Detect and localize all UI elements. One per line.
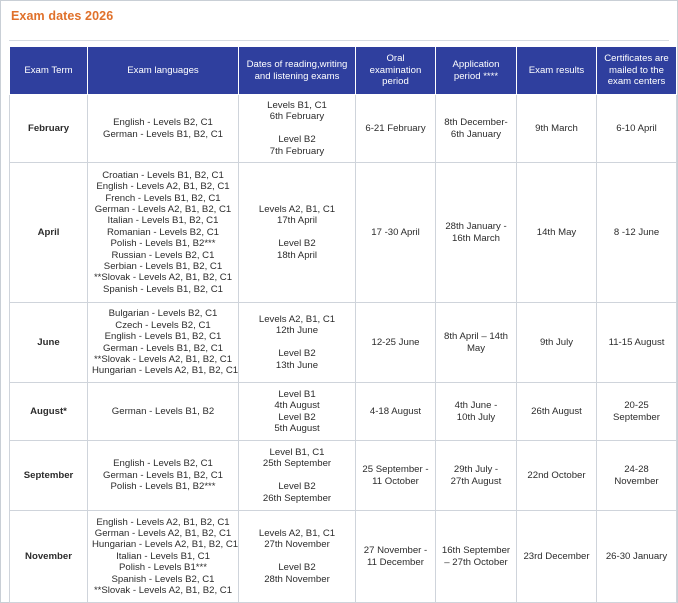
header-certificates: Certificates are mailed to the exam centers <box>597 47 677 95</box>
exam-languages-cell-line: Polish - Levels B1, B2*** <box>110 238 216 250</box>
exam-languages-cell-line: German - Levels A2, B1, B2, C1 <box>94 527 232 539</box>
exam-languages-cell <box>88 441 239 511</box>
certificates-cell <box>597 303 677 383</box>
exam-term-cell-text: September <box>23 469 74 481</box>
exam-term-cell <box>10 511 88 603</box>
exam-languages-cell-line: English - Levels A2, B1, B2, C1 <box>96 181 230 193</box>
exam-term-cell-text: February <box>27 122 70 134</box>
exam-dates-cell-line: Levels A2, B1, C1 <box>258 527 336 539</box>
exam-results-cell-text: 9th July <box>539 336 574 348</box>
exam-results-cell-text: 9th March <box>535 122 578 134</box>
exam-languages-cell-line: Polish - Levels B1*** <box>119 562 207 574</box>
exam-languages-cell-line: Serbian - Levels B1, B2, C1 <box>103 261 223 273</box>
exam-dates-cell-line: 4th August <box>274 400 320 412</box>
exam-dates-cell-line: Levels A2, B1, C1 <box>258 313 336 325</box>
exam-languages-cell-line: Hungarian - Levels A2, B1, B2, C1 <box>92 365 239 377</box>
certificates-cell-line: 6-10 April <box>616 122 657 134</box>
table-row <box>10 511 677 603</box>
oral-period-cell-line: 4-18 August <box>369 405 422 417</box>
exam-languages-cell-line: Hungarian - Levels A2, B1, B2, C1 <box>92 539 239 551</box>
application-period-cell <box>436 95 517 163</box>
exam-dates-cell <box>239 441 356 511</box>
header-exam-dates: Dates of reading,writing and listening exams <box>239 47 356 95</box>
exam-dates-cell-line: 13th June <box>275 359 319 371</box>
exam-results-cell <box>517 383 597 441</box>
header-exam-languages: Exam languages <box>88 47 239 95</box>
exam-dates-cell-line <box>243 123 351 134</box>
exam-dates-cell-line: 5th August <box>274 422 320 434</box>
exam-languages-cell <box>88 95 239 163</box>
application-period-cell-line: 16th March <box>452 232 500 244</box>
exam-languages-cell-line: Polish - Levels B1, B2*** <box>110 481 216 493</box>
table-row <box>10 95 677 163</box>
exam-languages-cell-line: English - Levels B2, C1 <box>113 458 213 470</box>
certificates-cell-line: 20-25 <box>624 400 649 412</box>
oral-period-cell <box>356 441 436 511</box>
exam-term-cell <box>10 303 88 383</box>
certificates-cell <box>597 95 677 163</box>
certificates-cell-line: 24-28 <box>624 464 649 476</box>
application-period-cell-line: 28th January - <box>445 221 507 233</box>
exam-term-cell-text: November <box>25 550 72 562</box>
exam-results-cell <box>517 441 597 511</box>
application-period-cell-line: – 27th October <box>444 556 508 568</box>
exam-term-cell <box>10 95 88 163</box>
exam-languages-cell-line: Italian - Levels B1, B2, C1 <box>107 215 219 227</box>
table-row <box>10 383 677 441</box>
exam-languages-cell-line: **Slovak - Levels A2, B1, B2, C1 <box>93 353 233 365</box>
exam-dates-cell-line: 26th September <box>262 492 332 504</box>
exam-dates-cell-line: Level B2 <box>278 134 316 146</box>
certificates-cell <box>597 441 677 511</box>
exam-languages-cell-line: Croatian - Levels B1, B2, C1 <box>102 169 224 181</box>
application-period-cell-line: May <box>466 342 486 354</box>
exam-dates-cell-line: 28th November <box>264 573 330 585</box>
exam-results-cell <box>517 95 597 163</box>
exam-dates-cell-line: Level B2 <box>278 562 316 574</box>
application-period-cell <box>436 441 517 511</box>
exam-results-cell-text: 22nd October <box>527 469 586 481</box>
exam-dates-cell-line: Level B2 <box>278 481 316 493</box>
page-title: Exam dates 2026 <box>11 9 114 23</box>
application-period-cell <box>436 383 517 441</box>
oral-period-cell-line: 6-21 February <box>365 122 426 134</box>
certificates-cell-line: 11-15 August <box>608 336 665 348</box>
exam-languages-cell-line: Italian - Levels B1, C1 <box>116 550 210 562</box>
oral-period-cell-line: 12-25 June <box>371 336 420 348</box>
exam-results-cell-text: 14th May <box>536 226 577 238</box>
exam-languages-cell-line: English - Levels A2, B1, B2, C1 <box>96 516 230 528</box>
table-row <box>10 303 677 383</box>
exam-languages-cell-line: Spanish - Levels B1, B2, C1 <box>103 283 223 295</box>
exam-dates-cell <box>239 95 356 163</box>
exam-languages-cell-line: English - Levels B1, B2, C1 <box>104 331 222 343</box>
exam-dates-cell-line <box>243 337 351 348</box>
exam-term-cell-text: April <box>37 226 60 238</box>
exam-dates-cell-line <box>243 551 351 562</box>
exam-languages-cell <box>88 163 239 303</box>
application-period-cell-line: 29th July - <box>453 464 499 476</box>
application-period-cell-line: 10th July <box>456 411 496 423</box>
application-period-cell-line: 16th September <box>441 545 511 557</box>
application-period-cell-line: 4th June - <box>454 400 498 412</box>
exam-term-cell-text: August* <box>30 405 67 417</box>
exam-dates-cell <box>239 383 356 441</box>
exam-languages-cell-line: Russian - Levels B2, C1 <box>111 249 215 261</box>
header-row <box>10 47 677 95</box>
exam-dates-cell-line: 17th April <box>276 215 317 227</box>
exam-dates-cell-line: Level B1 <box>278 388 316 400</box>
exam-languages-cell-line: Bulgarian - Levels B2, C1 <box>108 308 218 320</box>
application-period-cell-line: 8th April – 14th <box>443 331 508 343</box>
exam-results-cell <box>517 303 597 383</box>
exam-dates-cell-line: 7th February <box>269 145 325 157</box>
exam-languages-cell-line: German - Levels A2, B1, B2, C1 <box>94 203 232 215</box>
exam-dates-table <box>9 46 677 603</box>
oral-period-cell-line: 25 September - <box>362 464 429 476</box>
table-row <box>10 441 677 511</box>
exam-dates-cell <box>239 303 356 383</box>
application-period-cell <box>436 303 517 383</box>
exam-languages-cell-line: German - Levels B1, B2, C1 <box>103 128 223 140</box>
oral-period-cell-line: 11 December <box>367 556 424 568</box>
exam-languages-cell-line: Spanish - Levels B2, C1 <box>111 573 215 585</box>
exam-languages-cell-line: English - Levels B2, C1 <box>113 117 213 129</box>
exam-term-cell-text: June <box>37 336 60 348</box>
oral-period-cell <box>356 163 436 303</box>
exam-dates-cell-line: 12th June <box>275 325 319 337</box>
header-application-period: Application period **** <box>436 47 517 95</box>
application-period-cell <box>436 163 517 303</box>
exam-dates-cell-line: 25th September <box>262 458 332 470</box>
exam-dates-cell-line: 27th November <box>264 539 330 551</box>
application-period-cell-line: 6th January <box>450 128 502 140</box>
exam-languages-cell-line: German - Levels B1, B2, C1 <box>103 469 223 481</box>
exam-languages-cell <box>88 511 239 603</box>
oral-period-cell <box>356 511 436 603</box>
oral-period-cell <box>356 303 436 383</box>
exam-languages-cell-line: German - Levels B1, B2, C1 <box>103 342 223 354</box>
exam-languages-cell-line: **Slovak - Levels A2, B1, B2, C1 <box>93 272 233 284</box>
certificates-cell-line: November <box>614 475 659 487</box>
exam-results-cell <box>517 163 597 303</box>
oral-period-cell-line: 17 -30 April <box>371 226 420 238</box>
exam-dates-cell <box>239 511 356 603</box>
exam-languages-cell <box>88 383 239 441</box>
oral-period-cell-line: 11 October <box>372 475 419 487</box>
application-period-cell-line: 8th December- <box>444 117 508 129</box>
exam-dates-cell-line: Levels B1, C1 <box>267 99 327 111</box>
exam-term-cell <box>10 383 88 441</box>
header-oral-period: Oral examination period <box>356 47 436 95</box>
exam-languages-cell-line: Romanian - Levels B2, C1 <box>107 226 219 238</box>
exam-results-cell-text: 26th August <box>531 405 582 417</box>
exam-languages-cell-line: French - Levels B1, B2, C1 <box>105 192 221 204</box>
exam-dates-cell-line <box>243 470 351 481</box>
oral-period-cell <box>356 95 436 163</box>
exam-dates-cell <box>239 163 356 303</box>
exam-dates-cell-line: Levels A2, B1, C1 <box>258 203 336 215</box>
exam-dates-cell-line: Level B2 <box>278 238 316 250</box>
certificates-cell <box>597 511 677 603</box>
oral-period-cell <box>356 383 436 441</box>
exam-term-cell <box>10 163 88 303</box>
exam-results-cell <box>517 511 597 603</box>
exam-dates-cell-line: Level B1, C1 <box>269 446 325 458</box>
header-exam-results: Exam results <box>517 47 597 95</box>
exam-languages-cell-line: German - Levels B1, B2 <box>111 405 215 417</box>
exam-dates-cell-line <box>243 227 351 238</box>
certificates-cell-line: 8 -12 June <box>613 226 660 238</box>
title-divider <box>9 40 669 41</box>
exam-term-cell <box>10 441 88 511</box>
application-period-cell <box>436 511 517 603</box>
exam-dates-cell-line: 18th April <box>276 249 317 261</box>
table-row <box>10 163 677 303</box>
certificates-cell <box>597 163 677 303</box>
oral-period-cell-line: 27 November - <box>363 545 428 557</box>
header-exam-term: Exam Term <box>10 47 88 95</box>
table-header <box>10 47 677 95</box>
certificates-cell-line: 26-30 January <box>605 550 668 562</box>
certificates-cell <box>597 383 677 441</box>
exam-dates-cell-line: Level B2 <box>278 348 316 360</box>
certificates-cell-line: September <box>613 411 660 423</box>
exam-dates-cell-line: Level B2 <box>278 411 316 423</box>
exam-results-cell-text: 23rd December <box>523 550 590 562</box>
exam-languages-cell-line: Czech - Levels B2, C1 <box>115 319 211 331</box>
exam-dates-cell-line: 6th February <box>269 111 325 123</box>
application-period-cell-line: 27th August <box>450 475 502 487</box>
exam-languages-cell-line: **Slovak - Levels A2, B1, B2, C1 <box>93 585 233 597</box>
table-body <box>10 95 677 603</box>
exam-languages-cell <box>88 303 239 383</box>
